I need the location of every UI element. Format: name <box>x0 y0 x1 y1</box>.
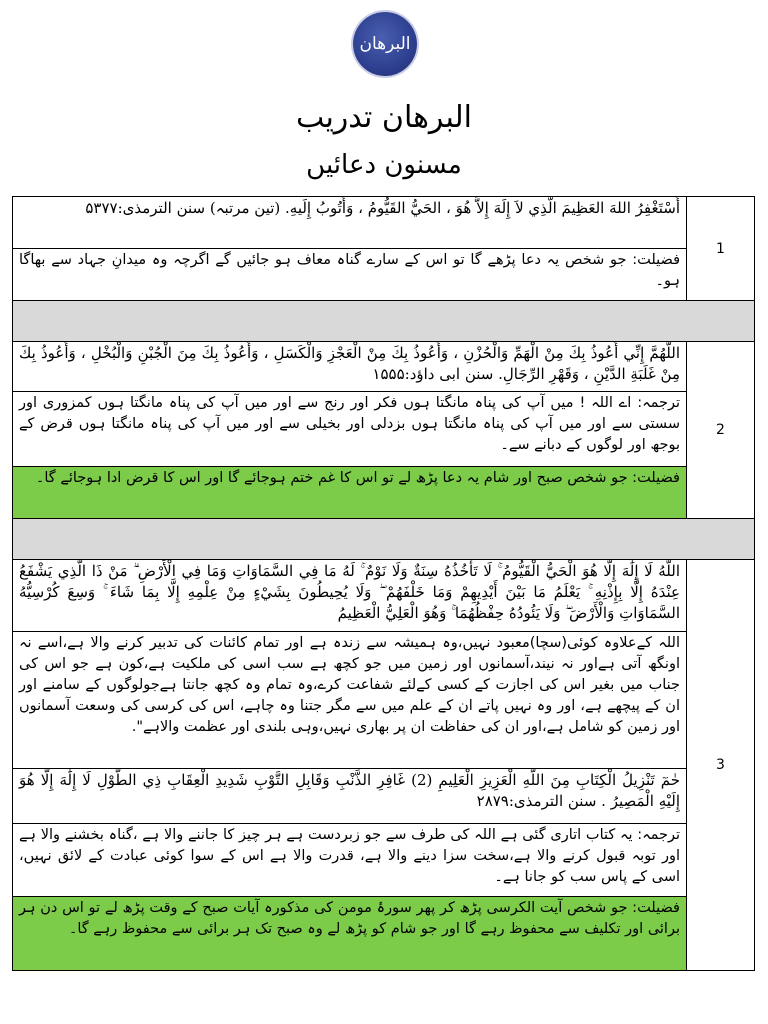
dua-text: اللَّهُمَّ إِنِّي أَعُوذُ بِكَ مِنْ الْهَمِّ وَالْحُزْنِ ، وَأَعُوذُ بِكَ مِنْ الْعَجْزِ وَالْكَسَلِ ، وَأَعُوذُ بِكَ مِنَ الْجُبْنِ وَالْبُخْلِ ، وَأَعُوذُ بِكَ مِنْ غَلَبَةِ الدَّيْنِ ، وَقَهْرِ الرِّجَالِ. سنن ابی داؤد:۱۵۵۵ <box>13 342 687 392</box>
table-row <box>13 769 755 824</box>
row-number: 1 <box>687 197 755 301</box>
fazilat-text: فضیلت: جو شخص صبح اور شام یہ دعا پڑھ لے تو اس کا غم ختم ہوجائے گا اور اس کا قرض ادا ہوجائے گا۔ <box>13 467 687 519</box>
dua-text: حٰمٓ تَنْزِيلُ الْكِتَابِ مِنَ اللَّهِ الْعَزِيزِ الْعَلِيمِ (2) غَافِرِ الذَّنْبِ وَقَابِلِ التَّوْبِ شَدِيدِ الْعِقَابِ ذِي الطَّوْلِ لَا إِلَٰهَ إِلَّا هُوَ إِلَيْهِ الْمَصِيرُ . سنن الترمذی:۲۸۷۹ <box>13 769 687 824</box>
fazilat-text: فضیلت: جو شخص یہ دعا پڑھے گا تو اس کے سارے گناہ معاف ہو جائیں گے اگرچہ وہ میدانِ جہاد سے بھاگا ہو۔ <box>13 249 687 301</box>
row-number: 3 <box>687 560 755 971</box>
separator-row <box>13 301 755 342</box>
table-row <box>13 249 755 301</box>
page-title: البرهان تدریب <box>295 100 472 135</box>
logo <box>353 12 417 76</box>
table-row <box>13 342 755 392</box>
dua-text: أَسْتَغْفِرُ اللهَ العَظِيمَ الَّذِي لاَ إِلَهَ إِلاَّ هُوَ ، الحَيُّ القَيُّومُ ، وَأَتُوبُ إِلَيهِ. (تین مرتبہ) سنن الترمذی:۵۳۷۷ <box>13 197 687 249</box>
logo-text: البرهان <box>359 34 411 54</box>
page-subtitle: مسنون دعائیں <box>306 150 462 180</box>
table-row <box>13 897 755 971</box>
table-row <box>13 632 755 769</box>
separator-row <box>13 519 755 560</box>
tarjuma-text: ترجمہ: یہ کتاب اتاری گئی ہے اللہ کی طرف سے جو زبردست ہے ہر چیز کا جاننے والا ہے ،گناہ بخشنے والا ہے اور توبہ قبول کرنے والا ہے،سخت سزا دینے والا ہے، قدرت والا ہے اس کے سوا کوئی عبادت کے لائق نہیں، اسی کے پاس سب کو جانا ہے۔ <box>13 824 687 897</box>
table-row <box>13 392 755 467</box>
table-row <box>13 467 755 519</box>
tarjuma-text: ترجمہ: اے اللہ ! میں آپ کی پناہ مانگتا ہوں فکر اور رنج سے اور میں آپ کی پناہ مانگتا ہوں کمزوری اور سستی سے اور میں آپ کی پناہ مانگتا ہوں بزدلی اور بخیلی سے اور میں آپ کی پناہ مانگتا ہوں قرض کے بوجھ اور لوگوں کے دبانے سے۔ <box>13 392 687 467</box>
duas-table <box>12 196 755 971</box>
tarjuma-text: اللہ کےعلاوہ کوئی(سچا)معبود نہیں،وہ ہمیشہ سے زندہ ہے اور تمام کائنات کی تدبیر کرنے والا ہے،اسے نہ اونگھ آتی ہےاور نہ نیند،آسمانوں اور زمین میں جو کچھ ہے سب اسی کی ملکیت ہے،کون ہے جو اس کی جناب میں بغیر اس کی اجازت کے کسی کےلئے شفاعت کرے،وہ تمام وہ کچھ جانتا ہےجولوگوں کے سامنے اور ان کے پیچھے ہے، اور وہ نہیں پاتے ان کے علم میں سے مگر جتنا وہ چاہے، اس کی کرسی کی وسعت آسمانوں اور زمین کو شامل ہے،اور ان کی حفاظت ان پر بھاری نہیں،وہی بلندی اور عظمت والاہے". <box>13 632 687 769</box>
row-number: 2 <box>687 342 755 519</box>
fazilat-text: فضیلت: جو شخص آیت الکرسی پڑھ کر پھر سورۂ مومن کی مذکورہ آیات صبح کے وقت پڑھ لے تو اس دن ہر برائی اور تکلیف سے محفوظ رہے گا اور جو شام کو پڑھ لے وہ صبح تک ہر برائی سے محفوظ رہے گا۔ <box>13 897 687 971</box>
table-row <box>13 197 755 249</box>
table-row <box>13 824 755 897</box>
table-row <box>13 560 755 632</box>
ayat-ul-kursi-text: اللَّهُ لَا إِلَٰهَ إِلَّا هُوَ الْحَيُّ الْقَيُّومُ ۚ لَا تَأْخُذُهُ سِنَةٌ وَلَا نَوْمٌ ۚ لَهُ مَا فِي السَّمَاوَاتِ وَمَا فِي الْأَرْضِ ۗ مَنْ ذَا الَّذِي يَشْفَعُ عِنْدَهُ إِلَّا بِإِذْنِهِ ۚ يَعْلَمُ مَا بَيْنَ أَيْدِيهِمْ وَمَا خَلْفَهُمْ ۖ وَلَا يُحِيطُونَ بِشَيْءٍ مِنْ عِلْمِهِ إِلَّا بِمَا شَاءَ ۚ وَسِعَ كُرْسِيُّهُ السَّمَاوَاتِ وَالْأَرْضَ ۖ وَلَا يَئُودُهُ حِفْظُهُمَا ۚ وَهُوَ الْعَلِيُّ الْعَظِيمُ <box>13 560 687 632</box>
